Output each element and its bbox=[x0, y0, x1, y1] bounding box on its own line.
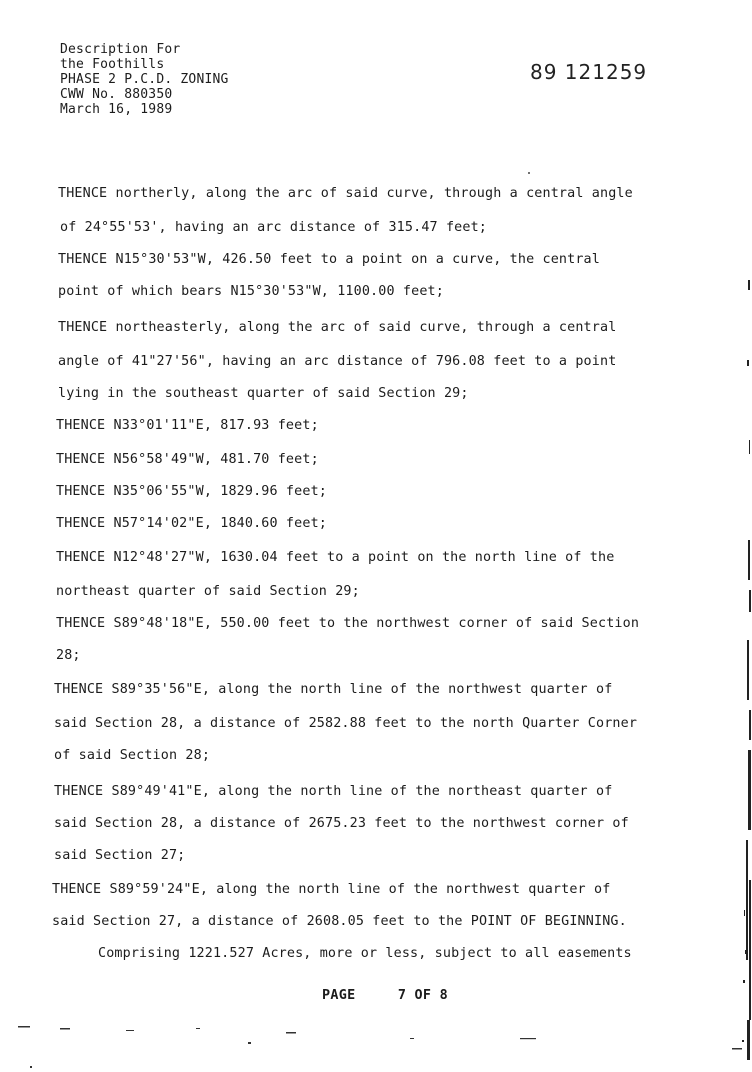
header-title: Description For bbox=[60, 42, 181, 57]
body-line: THENCE northeasterly, along the arc of said curve, through a central bbox=[58, 320, 617, 335]
body-line: THENCE N35°06'55"W, 1829.96 feet; bbox=[56, 484, 327, 499]
document-number: 89 121259 bbox=[530, 60, 648, 84]
body-line: northeast quarter of said Section 29; bbox=[56, 584, 360, 599]
body-line: THENCE northerly, along the arc of said curve, through a central angle bbox=[58, 186, 633, 201]
body-line: THENCE S89°59'24"E, along the north line of the northwest quarter of bbox=[52, 882, 611, 897]
header-block bbox=[60, 42, 229, 117]
page-label: PAGE bbox=[322, 988, 356, 1003]
body-line: of said Section 28; bbox=[54, 748, 211, 763]
header-zoning: PHASE 2 P.C.D. ZONING bbox=[60, 72, 229, 87]
header-subject: the Foothills bbox=[60, 57, 165, 72]
body-line: lying in the southeast quarter of said Section 29; bbox=[58, 386, 469, 401]
body-line: said Section 27, a distance of 2608.05 feet to the POINT OF BEGINNING. bbox=[52, 914, 627, 929]
body-line: THENCE S89°49'41"E, along the north line of the northeast quarter of bbox=[54, 784, 613, 799]
body-line: point of which bears N15°30'53"W, 1100.00 feet; bbox=[58, 284, 444, 299]
body-line: THENCE N12°48'27"W, 1630.04 feet to a point on the north line of the bbox=[56, 550, 615, 565]
page-number: 7 OF 8 bbox=[397, 988, 448, 1003]
header-cww-number: CWW No. 880350 bbox=[60, 87, 173, 102]
body-line: THENCE S89°48'18"E, 550.00 feet to the northwest corner of said Section bbox=[56, 616, 640, 631]
body-line: said Section 28, a distance of 2675.23 feet to the northwest corner of bbox=[54, 816, 629, 831]
closing-statement: Comprising 1221.527 Acres, more or less, subject to all easements bbox=[98, 946, 632, 961]
body-line: THENCE N56°58'49"W, 481.70 feet; bbox=[56, 452, 319, 467]
body-line: angle of 41"27'56", having an arc distance of 796.08 feet to a point bbox=[58, 354, 617, 369]
scan-speck bbox=[528, 172, 530, 174]
body-line: said Section 28, a distance of 2582.88 feet to the north Quarter Corner bbox=[54, 716, 638, 731]
body-line: THENCE S89°35'56"E, along the north line of the northwest quarter of bbox=[54, 682, 613, 697]
body-line: 28; bbox=[56, 648, 81, 663]
page-footer bbox=[322, 988, 448, 1003]
body-line: THENCE N57°14'02"E, 1840.60 feet; bbox=[56, 516, 327, 531]
scan-bottom-noise bbox=[0, 1020, 752, 1072]
body-line: THENCE N33°01'11"E, 817.93 feet; bbox=[56, 418, 319, 433]
body-line: said Section 27; bbox=[54, 848, 186, 863]
scan-edge-noise bbox=[738, 120, 752, 1072]
body-line: of 24°55'53', having an arc distance of 315.47 feet; bbox=[60, 220, 488, 235]
header-date: March 16, 1989 bbox=[60, 102, 173, 117]
body-line: THENCE N15°30'53"W, 426.50 feet to a point on a curve, the central bbox=[58, 252, 600, 267]
